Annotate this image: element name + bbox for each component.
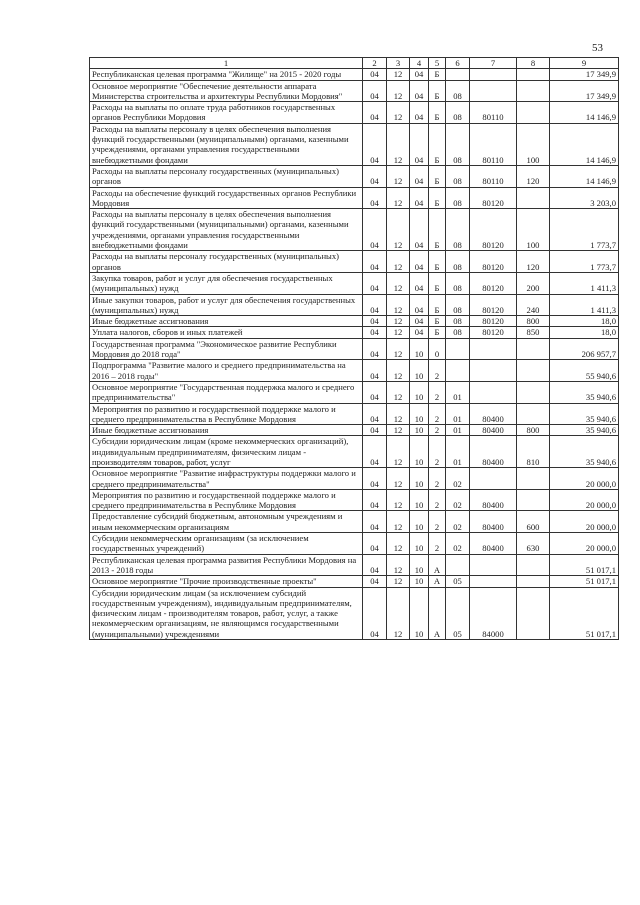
code-3: 12 (387, 69, 410, 80)
code-8: 120 (517, 165, 550, 187)
table-row (90, 511, 619, 533)
table-row (90, 123, 619, 165)
header-row (90, 58, 619, 69)
code-4: 04 (410, 209, 429, 251)
table-row (90, 554, 619, 576)
code-2: 04 (363, 468, 387, 490)
code-5: Б (429, 251, 446, 273)
code-3: 12 (387, 327, 410, 338)
column-header: 5 (429, 58, 446, 69)
code-8: 100 (517, 123, 550, 165)
code-7: 80400 (470, 425, 517, 436)
item-name: Расходы на выплаты персоналу в целях обеспечения выполнения функций государственными (муниципальными) органами, казенными учреждениями, органами управления государственными внебюджетными фондами (90, 209, 363, 251)
code-6: 02 (446, 489, 470, 511)
column-header: 3 (387, 58, 410, 69)
code-7: 80120 (470, 251, 517, 273)
code-3: 12 (387, 381, 410, 403)
item-name: Расходы на обеспечение функций государственных органов Республики Мордовия (90, 187, 363, 209)
code-7 (470, 69, 517, 80)
code-4: 04 (410, 80, 429, 102)
amount: 20 000,0 (550, 489, 619, 511)
code-6: 01 (446, 436, 470, 468)
code-2: 04 (363, 80, 387, 102)
item-name: Мероприятия по развитию и государственной поддержке малого и среднего предпринимательства в Республике Мордовия (90, 403, 363, 425)
code-4: 10 (410, 425, 429, 436)
amount: 18,0 (550, 327, 619, 338)
code-4: 04 (410, 102, 429, 124)
code-7 (470, 576, 517, 587)
code-5: Б (429, 123, 446, 165)
table-row (90, 251, 619, 273)
code-7: 80110 (470, 165, 517, 187)
code-3: 12 (387, 209, 410, 251)
item-name: Расходы на выплаты по оплате труда работников государственных органов Республики Мордовия (90, 102, 363, 124)
code-6: 01 (446, 381, 470, 403)
item-name: Основное мероприятие "Обеспечение деятельности аппарата Министерства строительства и архитектуры Республики Мордовия" (90, 80, 363, 102)
item-name: Расходы на выплаты персоналу государственных (муниципальных) органов (90, 251, 363, 273)
code-4: 10 (410, 511, 429, 533)
code-4: 10 (410, 587, 429, 639)
code-7: 80120 (470, 272, 517, 294)
code-3: 12 (387, 533, 410, 555)
item-name: Субсидии юридическим лицам (за исключением субсидий государственным учреждениям), индивидуальным предпринимателям, физическим лицам - производителям товаров, работ, услуг, а также некоммерческим организациям, не являющимся государственными (муниципальными) учреждениями (90, 587, 363, 639)
code-7 (470, 360, 517, 382)
amount: 20 000,0 (550, 468, 619, 490)
code-6: 08 (446, 316, 470, 327)
code-3: 12 (387, 123, 410, 165)
code-2: 04 (363, 425, 387, 436)
code-3: 12 (387, 272, 410, 294)
amount: 1 773,7 (550, 209, 619, 251)
code-7: 80400 (470, 533, 517, 555)
code-6: 08 (446, 294, 470, 316)
code-8 (517, 468, 550, 490)
code-2: 04 (363, 360, 387, 382)
code-8: 800 (517, 316, 550, 327)
code-2: 04 (363, 436, 387, 468)
code-3: 12 (387, 251, 410, 273)
table-row (90, 360, 619, 382)
code-3: 12 (387, 360, 410, 382)
table-row (90, 381, 619, 403)
code-7: 80120 (470, 316, 517, 327)
code-8 (517, 403, 550, 425)
code-8: 240 (517, 294, 550, 316)
code-6: 08 (446, 209, 470, 251)
code-3: 12 (387, 554, 410, 576)
code-8: 800 (517, 425, 550, 436)
budget-table (89, 57, 619, 640)
code-6: 01 (446, 425, 470, 436)
code-5: 2 (429, 511, 446, 533)
code-8 (517, 80, 550, 102)
code-5: Б (429, 187, 446, 209)
item-name: Иные бюджетные ассигнования (90, 425, 363, 436)
code-8: 810 (517, 436, 550, 468)
code-8: 200 (517, 272, 550, 294)
code-5: 2 (429, 403, 446, 425)
code-3: 12 (387, 468, 410, 490)
code-8: 630 (517, 533, 550, 555)
code-8 (517, 338, 550, 360)
amount: 35 940,6 (550, 403, 619, 425)
code-2: 04 (363, 576, 387, 587)
code-5: Б (429, 80, 446, 102)
amount: 51 017,1 (550, 554, 619, 576)
item-name: Расходы на выплаты персоналу государственных (муниципальных) органов (90, 165, 363, 187)
amount: 1 411,3 (550, 294, 619, 316)
code-7 (470, 80, 517, 102)
code-2: 04 (363, 272, 387, 294)
code-3: 12 (387, 489, 410, 511)
code-7 (470, 554, 517, 576)
amount: 20 000,0 (550, 511, 619, 533)
item-name: Закупка товаров, работ и услуг для обеспечения государственных (муниципальных) нужд (90, 272, 363, 294)
table-row (90, 80, 619, 102)
code-3: 12 (387, 80, 410, 102)
amount: 17 349,9 (550, 69, 619, 80)
item-name: Основное мероприятие "Развитие инфраструктуры поддержки малого и среднего предпринимательства" (90, 468, 363, 490)
table-row (90, 209, 619, 251)
table-row (90, 187, 619, 209)
code-4: 10 (410, 403, 429, 425)
column-header: 7 (470, 58, 517, 69)
code-6 (446, 69, 470, 80)
code-2: 04 (363, 511, 387, 533)
code-7: 80400 (470, 436, 517, 468)
code-5: Б (429, 294, 446, 316)
code-7: 80120 (470, 294, 517, 316)
code-5: Б (429, 316, 446, 327)
code-7: 84000 (470, 587, 517, 639)
code-3: 12 (387, 587, 410, 639)
code-8 (517, 360, 550, 382)
code-8 (517, 69, 550, 80)
code-6: 02 (446, 533, 470, 555)
code-4: 04 (410, 327, 429, 338)
code-4: 10 (410, 489, 429, 511)
code-6: 01 (446, 403, 470, 425)
code-4: 10 (410, 533, 429, 555)
code-2: 04 (363, 102, 387, 124)
table-row (90, 489, 619, 511)
code-6 (446, 360, 470, 382)
code-8 (517, 489, 550, 511)
item-name: Субсидии юридическим лицам (кроме некоммерческих организаций), индивидуальным предпринимателям, физическим лицам - производителям товаров, работ, услуг (90, 436, 363, 468)
item-name: Основное мероприятие "Прочие производственные проекты" (90, 576, 363, 587)
code-8: 120 (517, 251, 550, 273)
code-6: 08 (446, 251, 470, 273)
code-4: 10 (410, 554, 429, 576)
table-row (90, 403, 619, 425)
code-8 (517, 102, 550, 124)
code-8 (517, 554, 550, 576)
code-6: 08 (446, 272, 470, 294)
table-row (90, 294, 619, 316)
amount: 35 940,6 (550, 381, 619, 403)
table-row (90, 327, 619, 338)
code-4: 04 (410, 272, 429, 294)
code-5: 2 (429, 436, 446, 468)
code-3: 12 (387, 316, 410, 327)
amount: 35 940,6 (550, 425, 619, 436)
code-7: 80400 (470, 489, 517, 511)
code-5: 0 (429, 338, 446, 360)
code-2: 04 (363, 316, 387, 327)
code-7: 80400 (470, 403, 517, 425)
amount: 206 957,7 (550, 338, 619, 360)
code-5: 2 (429, 360, 446, 382)
code-5: 2 (429, 425, 446, 436)
code-2: 04 (363, 187, 387, 209)
code-4: 10 (410, 381, 429, 403)
column-header: 4 (410, 58, 429, 69)
code-8 (517, 381, 550, 403)
code-3: 12 (387, 102, 410, 124)
column-header: 8 (517, 58, 550, 69)
code-8: 100 (517, 209, 550, 251)
amount: 1 773,7 (550, 251, 619, 273)
code-3: 12 (387, 576, 410, 587)
code-2: 04 (363, 554, 387, 576)
amount: 18,0 (550, 316, 619, 327)
code-4: 04 (410, 165, 429, 187)
column-header: 9 (550, 58, 619, 69)
amount: 20 000,0 (550, 533, 619, 555)
code-4: 04 (410, 316, 429, 327)
code-7: 80110 (470, 102, 517, 124)
code-5: 2 (429, 489, 446, 511)
item-name: Подпрограмма "Развитие малого и среднего предпринимательства на 2016 – 2018 годы" (90, 360, 363, 382)
code-3: 12 (387, 165, 410, 187)
item-name: Основное мероприятие "Государственная поддержка малого и среднего предпринимательства" (90, 381, 363, 403)
code-5: 2 (429, 468, 446, 490)
code-4: 04 (410, 69, 429, 80)
column-header: 2 (363, 58, 387, 69)
code-6: 08 (446, 327, 470, 338)
table-row (90, 468, 619, 490)
item-name: Иные бюджетные ассигнования (90, 316, 363, 327)
code-7 (470, 468, 517, 490)
code-2: 04 (363, 489, 387, 511)
code-3: 12 (387, 338, 410, 360)
code-2: 04 (363, 403, 387, 425)
code-3: 12 (387, 436, 410, 468)
code-5: Б (429, 327, 446, 338)
amount: 14 146,9 (550, 123, 619, 165)
code-7: 80110 (470, 123, 517, 165)
code-7: 80120 (470, 327, 517, 338)
item-name: Республиканская целевая программа развития Республики Мордовия на 2013 - 2018 годы (90, 554, 363, 576)
table-row (90, 316, 619, 327)
code-6: 08 (446, 187, 470, 209)
code-4: 10 (410, 436, 429, 468)
code-4: 04 (410, 294, 429, 316)
table-row (90, 69, 619, 80)
code-7: 80120 (470, 187, 517, 209)
code-5: Б (429, 165, 446, 187)
code-6 (446, 338, 470, 360)
amount: 51 017,1 (550, 576, 619, 587)
code-5: 2 (429, 381, 446, 403)
code-2: 04 (363, 69, 387, 80)
item-name: Государственная программа "Экономическое развитие Республики Мордовия до 2018 года" (90, 338, 363, 360)
item-name: Республиканская целевая программа "Жилище" на 2015 - 2020 годы (90, 69, 363, 80)
code-3: 12 (387, 425, 410, 436)
item-name: Мероприятия по развитию и государственной поддержке малого и среднего предпринимательства в Республике Мордовия (90, 489, 363, 511)
code-8 (517, 576, 550, 587)
code-5: Б (429, 209, 446, 251)
column-header: 6 (446, 58, 470, 69)
code-2: 04 (363, 294, 387, 316)
table-row (90, 272, 619, 294)
table-row (90, 165, 619, 187)
code-2: 04 (363, 209, 387, 251)
code-2: 04 (363, 587, 387, 639)
amount: 3 203,0 (550, 187, 619, 209)
code-5: Б (429, 102, 446, 124)
code-5: А (429, 554, 446, 576)
code-4: 10 (410, 576, 429, 587)
code-4: 04 (410, 187, 429, 209)
page-number: 53 (592, 42, 603, 54)
code-4: 10 (410, 338, 429, 360)
code-4: 04 (410, 251, 429, 273)
code-3: 12 (387, 403, 410, 425)
code-2: 04 (363, 381, 387, 403)
code-7: 80120 (470, 209, 517, 251)
code-8 (517, 187, 550, 209)
code-8: 850 (517, 327, 550, 338)
code-5: Б (429, 272, 446, 294)
amount: 17 349,9 (550, 80, 619, 102)
item-name: Расходы на выплаты персоналу в целях обеспечения выполнения функций государственными (муниципальными) органами, казенными учреждениями, органами управления государственными внебюджетными фондами (90, 123, 363, 165)
code-8 (517, 587, 550, 639)
amount: 55 940,6 (550, 360, 619, 382)
code-8: 600 (517, 511, 550, 533)
code-3: 12 (387, 294, 410, 316)
code-4: 10 (410, 468, 429, 490)
code-6: 02 (446, 511, 470, 533)
code-6 (446, 554, 470, 576)
code-7 (470, 338, 517, 360)
code-5: Б (429, 69, 446, 80)
table-row (90, 102, 619, 124)
amount: 35 940,6 (550, 436, 619, 468)
item-name: Иные закупки товаров, работ и услуг для обеспечения государственных (муниципальных) нужд (90, 294, 363, 316)
item-name: Субсидии некоммерческим организациям (за исключением государственных учреждений) (90, 533, 363, 555)
code-2: 04 (363, 165, 387, 187)
code-3: 12 (387, 187, 410, 209)
code-7 (470, 381, 517, 403)
table-row (90, 425, 619, 436)
code-2: 04 (363, 327, 387, 338)
amount: 51 017,1 (550, 587, 619, 639)
table-row (90, 576, 619, 587)
code-5: А (429, 587, 446, 639)
code-6: 08 (446, 102, 470, 124)
code-2: 04 (363, 533, 387, 555)
item-name: Предоставление субсидий бюджетным, автономным учреждениям и иным некоммерческим организациям (90, 511, 363, 533)
code-5: 2 (429, 533, 446, 555)
code-5: А (429, 576, 446, 587)
code-6: 08 (446, 165, 470, 187)
code-4: 04 (410, 123, 429, 165)
code-6: 05 (446, 576, 470, 587)
code-6: 05 (446, 587, 470, 639)
code-6: 08 (446, 123, 470, 165)
column-header: 1 (90, 58, 363, 69)
table-row (90, 587, 619, 639)
code-2: 04 (363, 338, 387, 360)
code-2: 04 (363, 123, 387, 165)
code-6: 02 (446, 468, 470, 490)
amount: 14 146,9 (550, 102, 619, 124)
amount: 1 411,3 (550, 272, 619, 294)
table-row (90, 436, 619, 468)
table-row (90, 338, 619, 360)
code-7: 80400 (470, 511, 517, 533)
code-4: 10 (410, 360, 429, 382)
item-name: Уплата налогов, сборов и иных платежей (90, 327, 363, 338)
code-3: 12 (387, 511, 410, 533)
code-6: 08 (446, 80, 470, 102)
table-row (90, 533, 619, 555)
amount: 14 146,9 (550, 165, 619, 187)
code-2: 04 (363, 251, 387, 273)
